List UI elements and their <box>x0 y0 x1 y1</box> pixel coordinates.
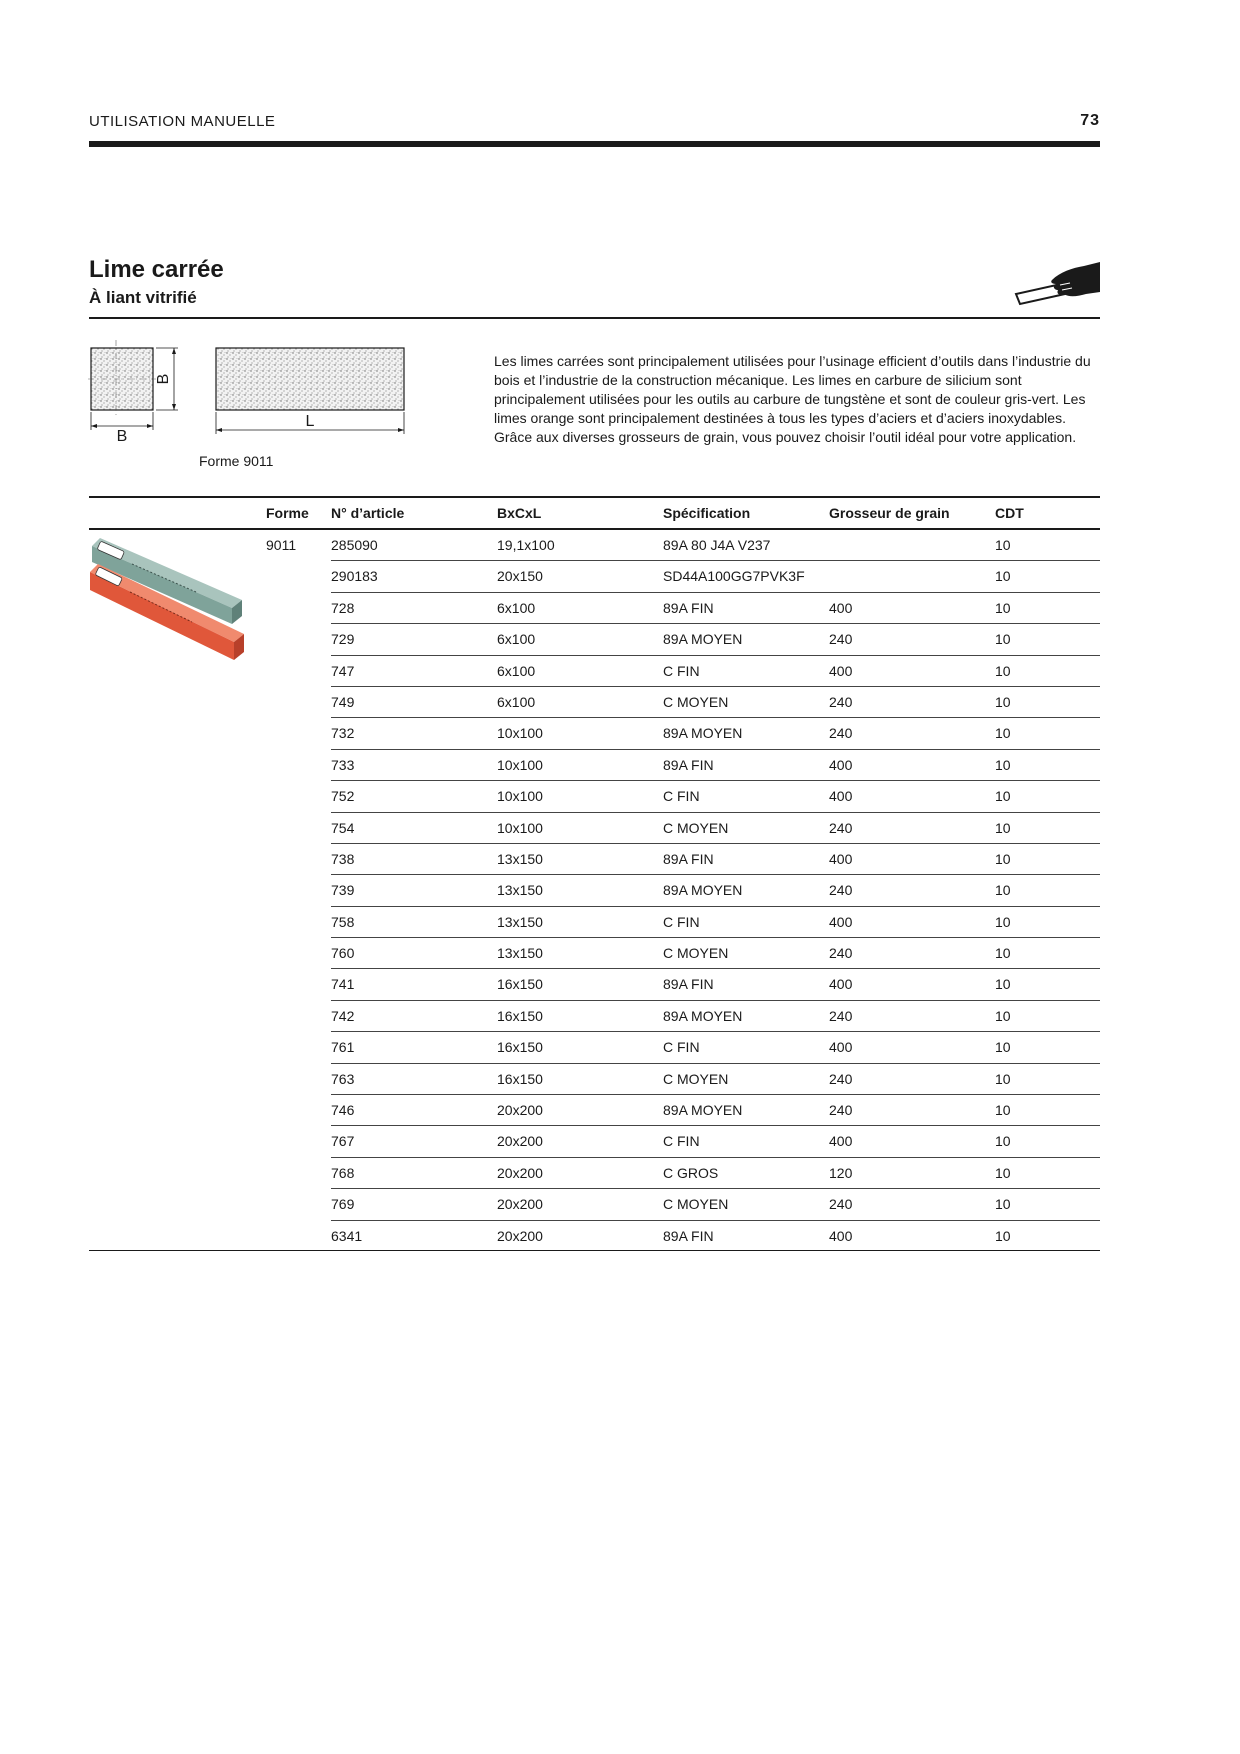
cell-dimensions: 6x100 <box>497 662 536 679</box>
cell-article: 747 <box>331 662 355 679</box>
cell-specification: C MOYEN <box>663 1070 729 1087</box>
cell-cdt: 10 <box>995 1007 1011 1024</box>
cell-cdt: 10 <box>995 819 1011 836</box>
col-header-cdt: CDT <box>995 505 1024 521</box>
cell-cdt: 10 <box>995 537 1011 553</box>
cell-dimensions: 10x100 <box>497 725 543 742</box>
cell-specification: 89A FIN <box>663 976 714 993</box>
table-row <box>0 718 1240 749</box>
cell-specification: C FIN <box>663 788 700 805</box>
cell-dimensions: 16x150 <box>497 1039 543 1056</box>
cell-article: 290183 <box>331 568 378 585</box>
cell-dimensions: 19,1x100 <box>497 537 555 553</box>
table-row <box>0 1158 1240 1189</box>
cell-cdt: 10 <box>995 568 1011 585</box>
table-row <box>0 907 1240 938</box>
cell-dimensions: 6x100 <box>497 631 536 648</box>
cell-dimensions: 16x150 <box>497 1007 543 1024</box>
cell-cdt: 10 <box>995 662 1011 679</box>
cell-cdt: 10 <box>995 693 1011 710</box>
cell-article: 763 <box>331 1070 355 1087</box>
forme-diagram <box>88 340 418 450</box>
cell-specification: C FIN <box>663 913 700 930</box>
cell-cdt: 10 <box>995 631 1011 648</box>
cell-grain: 400 <box>829 976 853 993</box>
col-header-grain: Grosseur de grain <box>829 505 950 521</box>
cell-specification: 89A 80 J4A V237 <box>663 537 771 553</box>
cell-grain: 240 <box>829 1196 853 1213</box>
cell-cdt: 10 <box>995 725 1011 742</box>
section-title: UTILISATION MANUELLE <box>89 113 276 130</box>
cell-article: 769 <box>331 1196 355 1213</box>
col-header-forme: Forme <box>266 505 309 521</box>
cell-specification: 89A FIN <box>663 850 714 867</box>
cell-grain: 240 <box>829 1102 853 1119</box>
cell-grain: 400 <box>829 1039 853 1056</box>
table-body <box>0 530 1240 1252</box>
cell-dimensions: 20x200 <box>497 1133 543 1150</box>
cell-specification: C GROS <box>663 1164 719 1181</box>
cell-article: 761 <box>331 1039 355 1056</box>
cell-specification: C MOYEN <box>663 693 729 710</box>
cell-grain: 120 <box>829 1164 853 1181</box>
table-row <box>0 1189 1240 1220</box>
cell-dimensions: 13x150 <box>497 913 543 930</box>
cell-grain: 400 <box>829 599 853 616</box>
cell-dimensions: 13x150 <box>497 945 543 962</box>
cell-article: 732 <box>331 725 355 742</box>
cell-article: 728 <box>331 599 355 616</box>
cell-dimensions: 20x200 <box>497 1196 543 1213</box>
cell-cdt: 10 <box>995 913 1011 930</box>
cell-grain: 400 <box>829 788 853 805</box>
cell-specification: C MOYEN <box>663 819 729 836</box>
cell-cdt: 10 <box>995 1133 1011 1150</box>
cell-article: 741 <box>331 976 355 993</box>
cell-specification: C MOYEN <box>663 1196 729 1213</box>
cell-dimensions: 13x150 <box>497 882 543 899</box>
cell-grain: 240 <box>829 725 853 742</box>
cell-grain: 240 <box>829 945 853 962</box>
cell-grain: 240 <box>829 882 853 899</box>
cell-specification: C MOYEN <box>663 945 729 962</box>
cell-grain: 400 <box>829 850 853 867</box>
table-row <box>0 561 1240 592</box>
cell-dimensions: 13x150 <box>497 850 543 867</box>
cell-article: 729 <box>331 631 355 648</box>
col-header-dimensions: BxCxL <box>497 505 542 521</box>
table-row <box>0 1095 1240 1126</box>
cell-article: 749 <box>331 693 355 710</box>
table-row <box>0 1221 1240 1252</box>
cell-dimensions: 10x100 <box>497 788 543 805</box>
cell-article: 746 <box>331 1102 355 1119</box>
cell-grain: 400 <box>829 662 853 679</box>
cell-grain: 240 <box>829 631 853 648</box>
cell-cdt: 10 <box>995 756 1011 773</box>
product-description <box>494 352 1104 447</box>
table-row <box>0 781 1240 812</box>
table-row <box>0 844 1240 875</box>
cell-dimensions: 20x200 <box>497 1227 543 1244</box>
table-row <box>0 813 1240 844</box>
cell-cdt: 10 <box>995 599 1011 616</box>
product-title: Lime carrée <box>89 256 224 283</box>
cell-cdt: 10 <box>995 945 1011 962</box>
cell-specification: 89A FIN <box>663 756 714 773</box>
cell-cdt: 10 <box>995 788 1011 805</box>
diagram-caption: Forme 9011 <box>199 453 274 469</box>
cell-dimensions: 20x200 <box>497 1102 543 1119</box>
cell-specification: C FIN <box>663 1039 700 1056</box>
cell-grain: 240 <box>829 1007 853 1024</box>
cell-dimensions: 20x150 <box>497 568 543 585</box>
table-row <box>0 1032 1240 1063</box>
table-row <box>0 1001 1240 1032</box>
cell-cdt: 10 <box>995 882 1011 899</box>
description-paragraph-1: Les limes carrées sont principalement utilisées pour l’usinage efficient d’outils dans l’industrie du bois et l’industrie de la construction mécanique. Les limes en carbure de silicium sont principalement utilisées pour les outils au carbure de tungstène et sont de couleur gris-vert. Les limes orange sont principalement destinées à tous les types d’aciers et d’aciers inoxydables. <box>494 353 1091 426</box>
cell-article: 742 <box>331 1007 355 1024</box>
dim-label-l: L <box>305 413 315 430</box>
cell-grain: 240 <box>829 819 853 836</box>
table-row <box>0 530 1240 561</box>
cell-specification: 89A FIN <box>663 599 714 616</box>
cell-cdt: 10 <box>995 850 1011 867</box>
description-paragraph-2: Grâce aux diverses grosseurs de grain, vous pouvez choisir l’outil idéal pour votre application. <box>494 429 1077 445</box>
cell-specification: 89A MOYEN <box>663 882 743 899</box>
cell-dimensions: 6x100 <box>497 599 536 616</box>
cell-article: 285090 <box>331 537 378 553</box>
table-row <box>0 656 1240 687</box>
cell-cdt: 10 <box>995 1070 1011 1087</box>
cell-grain: 400 <box>829 1133 853 1150</box>
table-row <box>0 593 1240 624</box>
cell-specification: 89A FIN <box>663 1227 714 1244</box>
cell-dimensions: 16x150 <box>497 1070 543 1087</box>
cell-article: 754 <box>331 819 355 836</box>
cell-cdt: 10 <box>995 1102 1011 1119</box>
table-row <box>0 938 1240 969</box>
col-header-article: N° d’article <box>331 505 405 521</box>
col-header-specification: Spécification <box>663 505 751 521</box>
table-row <box>0 875 1240 906</box>
hand-holding-file-icon <box>1012 258 1102 310</box>
cell-dimensions: 6x100 <box>497 693 536 710</box>
cell-specification: 89A MOYEN <box>663 1102 743 1119</box>
cell-dimensions: 20x200 <box>497 1164 543 1181</box>
dim-label-b-bottom: B <box>116 428 128 445</box>
cell-cdt: 10 <box>995 1039 1011 1056</box>
cell-article: 738 <box>331 850 355 867</box>
cell-dimensions: 16x150 <box>497 976 543 993</box>
cell-specification: 89A MOYEN <box>663 725 743 742</box>
product-subtitle: À liant vitrifié <box>89 288 197 307</box>
table-row <box>0 969 1240 1000</box>
table-row <box>0 1126 1240 1157</box>
cell-specification: C FIN <box>663 1133 700 1150</box>
cell-article: 767 <box>331 1133 355 1150</box>
cell-grain: 400 <box>829 756 853 773</box>
cell-grain: 400 <box>829 1227 853 1244</box>
cell-cdt: 10 <box>995 1196 1011 1213</box>
cell-article: 752 <box>331 788 355 805</box>
dim-label-b-side: B <box>155 373 172 385</box>
cell-dimensions: 10x100 <box>497 819 543 836</box>
cell-article: 768 <box>331 1164 355 1181</box>
cell-specification: 89A MOYEN <box>663 631 743 648</box>
table-row <box>0 687 1240 718</box>
cell-cdt: 10 <box>995 1164 1011 1181</box>
cell-specification: C FIN <box>663 662 700 679</box>
title-rule <box>89 317 1100 319</box>
cell-cdt: 10 <box>995 1227 1011 1244</box>
cell-article: 733 <box>331 756 355 773</box>
cell-specification: 89A MOYEN <box>663 1007 743 1024</box>
cell-grain: 240 <box>829 693 853 710</box>
long-section <box>216 348 404 410</box>
table-row <box>0 624 1240 655</box>
cell-grain: 400 <box>829 913 853 930</box>
cell-grain: 240 <box>829 1070 853 1087</box>
cell-dimensions: 10x100 <box>497 756 543 773</box>
cell-specification: SD44A100GG7PVK3F <box>663 568 805 585</box>
table-bottom-rule <box>89 1250 1100 1251</box>
cell-article: 6341 <box>331 1227 363 1244</box>
cell-forme: 9011 <box>266 537 297 553</box>
page-number: 73 <box>1080 112 1100 129</box>
table-row <box>0 1064 1240 1095</box>
header-rule <box>89 141 1100 147</box>
cell-cdt: 10 <box>995 976 1011 993</box>
table-top-rule <box>89 496 1100 498</box>
cell-article: 760 <box>331 945 355 962</box>
cell-article: 758 <box>331 913 355 930</box>
table-row <box>0 750 1240 781</box>
cell-article: 739 <box>331 882 355 899</box>
